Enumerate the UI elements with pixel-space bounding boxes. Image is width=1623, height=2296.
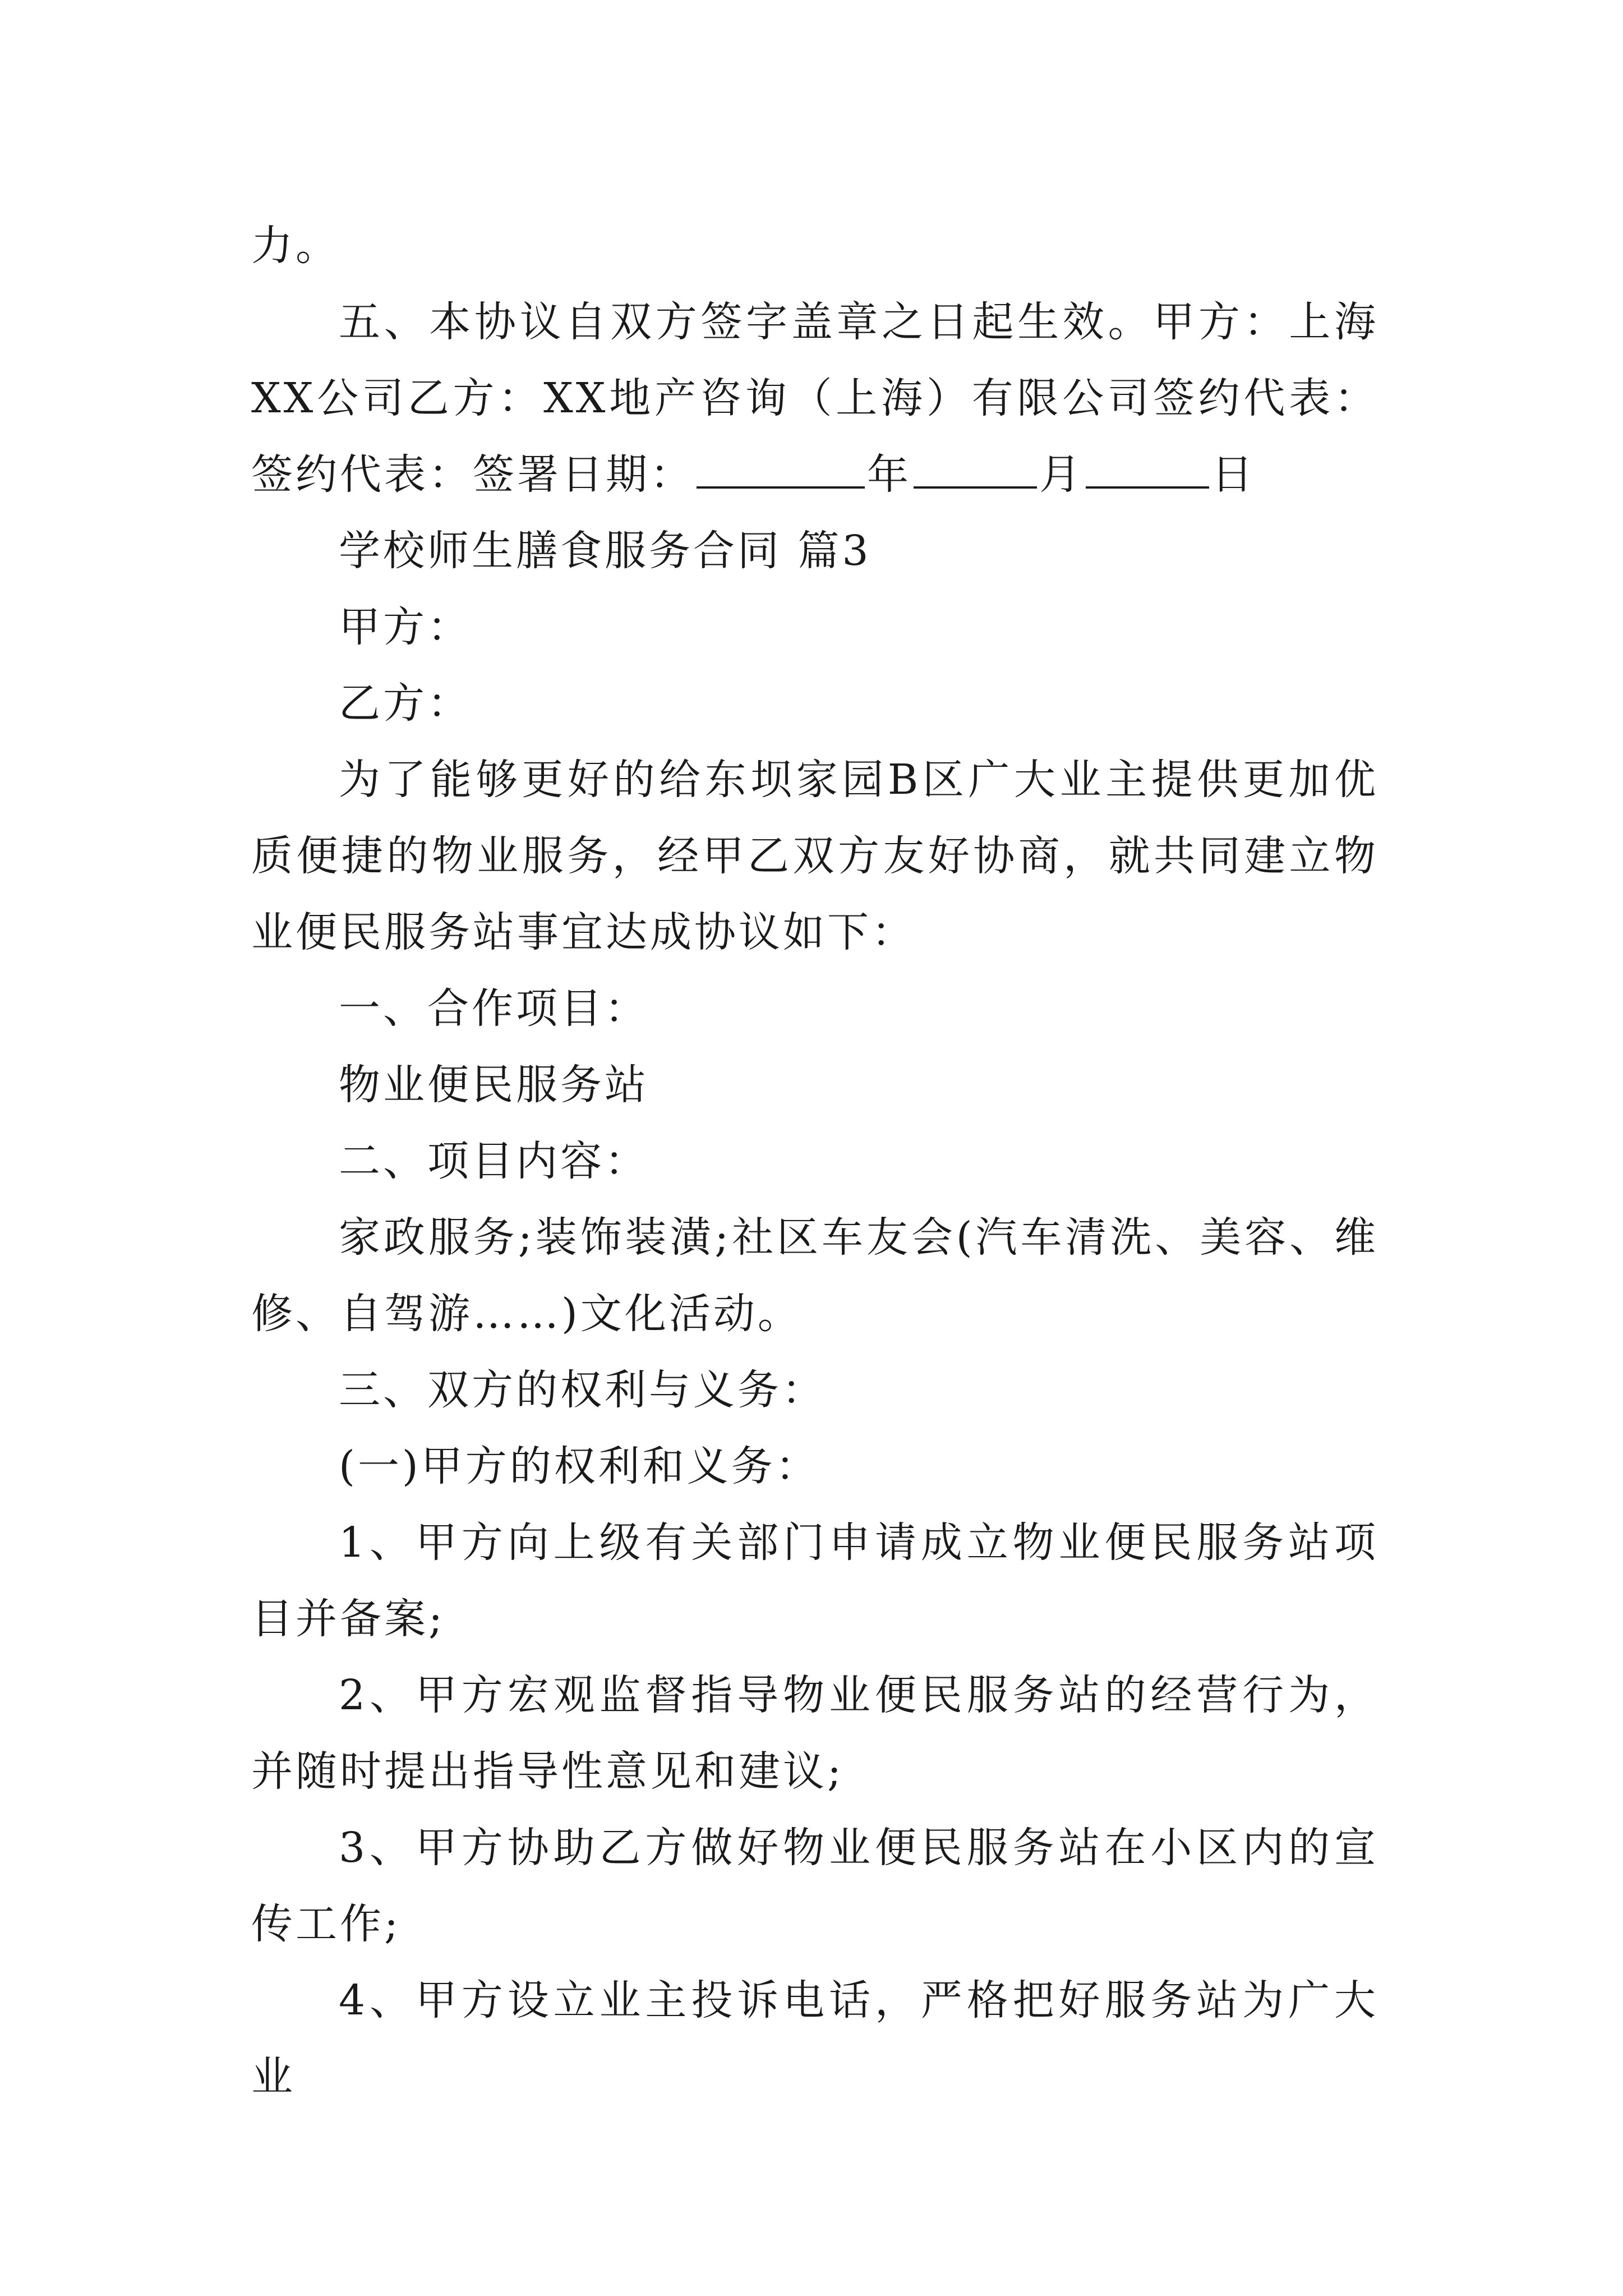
- year-blank: [697, 447, 865, 489]
- day-blank: [1086, 447, 1209, 489]
- document-body: [251, 208, 1378, 2115]
- section-heading-content: 二、项目内容：: [339, 1137, 649, 1185]
- section-heading-rights: 三、双方的权利与义务：: [339, 1366, 826, 1414]
- section-heading-cooperation: 一、合作项目：: [339, 984, 649, 1033]
- paragraph-preamble: 为了能够更好的给东坝家园B区广大业主提供更加优质便捷的物业服务，经甲乙双方友好协商，就共同建立物业便民服务站事宜达成协议如下：: [251, 756, 1378, 956]
- list-item-4: 4、甲方设立业主投诉电话，严格把好服务站为广大业: [251, 1976, 1378, 2101]
- paragraph-effective-clause: [251, 284, 1378, 513]
- list-item-1: 1、甲方向上级有关部门申请成立物业便民服务站项目并备案;: [251, 1519, 1378, 1643]
- paragraph-continuation: 力。: [251, 222, 340, 270]
- party-a-label: 甲方：: [339, 603, 472, 651]
- list-item-3: 3、甲方协助乙方做好物业便民服务站在小区内的宣传工作;: [251, 1824, 1378, 1948]
- party-b-label: 乙方：: [339, 679, 472, 728]
- subsection-heading-party-a: (一)甲方的权利和义务：: [339, 1442, 820, 1490]
- day-label: 日: [1211, 450, 1256, 499]
- contract-title: 学校师生膳食服务合同 篇3: [339, 527, 872, 575]
- year-label: 年: [867, 450, 911, 499]
- month-blank: [914, 447, 1037, 489]
- list-item-2: 2、甲方宏观监督指导物业便民服务站的经营行为，并随时提出指导性意见和建议;: [251, 1671, 1378, 1796]
- effective-clause-text: 五、本协议自双方签字盖章之日起生效。甲方：上海XX公司乙方：XX地产咨询（上海）有限公司签约代表： 签约代表：签署日期：: [251, 298, 1378, 499]
- month-label: 月: [1039, 450, 1083, 499]
- paragraph-project-name: 物业便民服务站: [339, 1061, 649, 1109]
- paragraph-project-content: 家政服务;装饰装潢;社区车友会(汽车清洗、美容、维修、自驾游……)文化活动。: [251, 1213, 1378, 1338]
